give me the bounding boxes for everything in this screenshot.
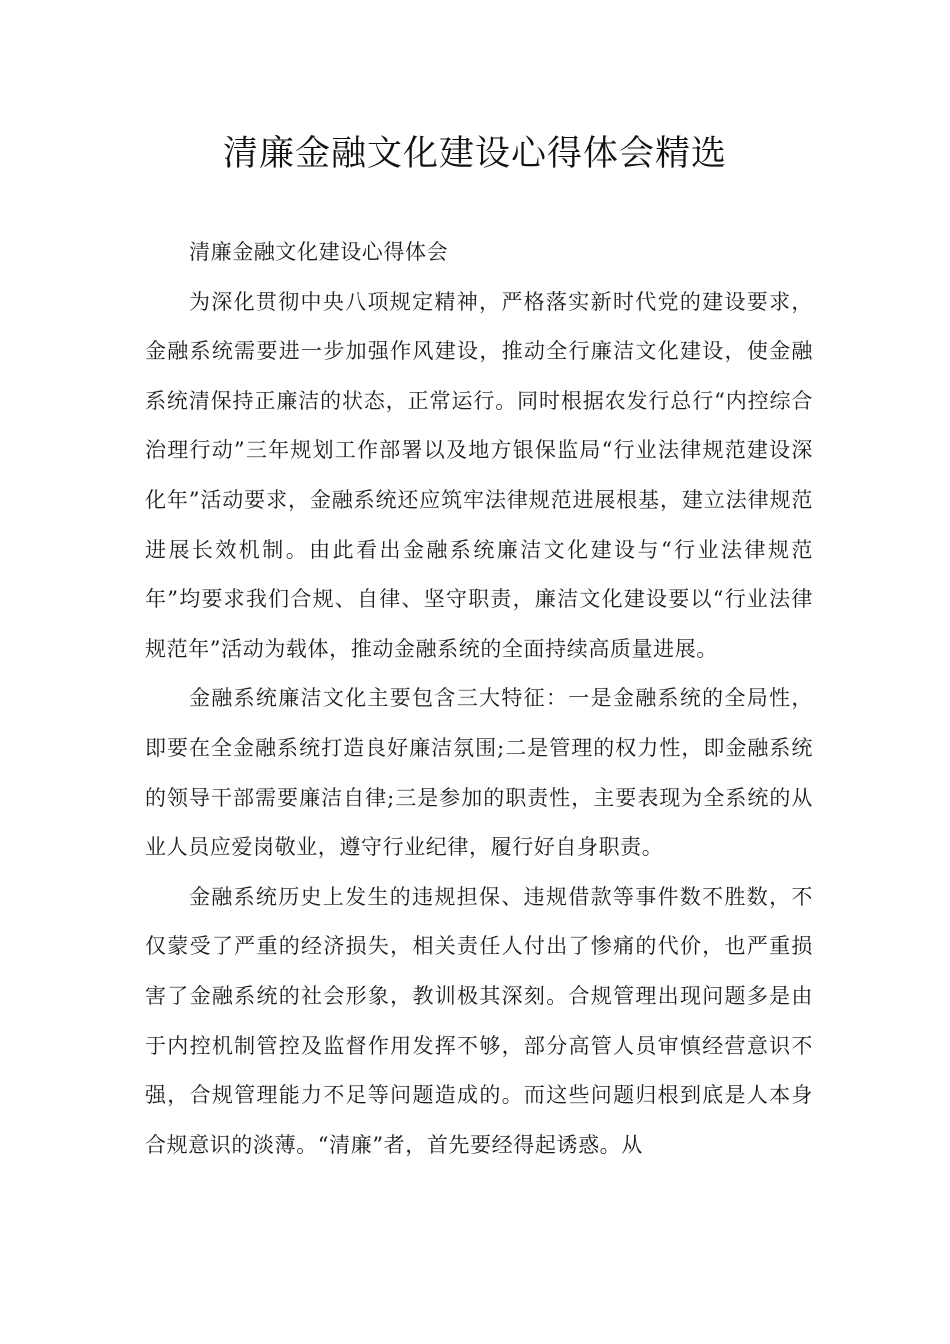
paragraph: 为深化贯彻中央八项规定精神，严格落实新时代党的建设要求，金融系统需要进一步加强作风建设，推动全行廉洁文化建设，使金融系统清保持正廉洁的状态，正常运行。同时根据农发行总行“内控综合治理行动”三年规划工作部署以及地方银保监局“行业法律规范建设深化年”活动要求，金融系统还应筑牢法律规范进展根基，建立法律规范进展长效机制。由此看出金融系统廉洁文化建设与“行业法律规范年”均要求我们合规、自律、坚守职责，廉洁文化建设要以“行业法律规范年”活动为载体，推动金融系统的全面持续高质量进展。 [145,289,813,661]
paragraph: 金融系统历史上发生的违规担保、违规借款等事件数不胜数，不仅蒙受了严重的经济损失，相关责任人付出了惨痛的代价，也严重损害了金融系统的社会形象，教训极其深刻。合规管理出现问题多是由于内控机制管控及监督作用发挥不够，部分高管人员审慎经营意识不强，合规管理能力不足等问题造成的。而这些问题归根到底是人本身合规意识的淡薄。“清廉”者，首先要经得起诱惑。从 [145,884,813,1157]
document-body [145,228,813,1170]
document-subtitle: 清廉金融文化建设心得体会 [189,240,449,264]
document-title: 清廉金融文化建设心得体会精选 [222,134,727,174]
paragraph: 金融系统廉洁文化主要包含三大特征：一是金融系统的全局性，即要在全金融系统打造良好廉洁氛围;二是管理的权力性，即金融系统的领导干部需要廉洁自律;三是参加的职责性，主要表现为全系统的从业人员应爱岗敬业，遵守行业纪律，履行好自身职责。 [145,686,813,860]
